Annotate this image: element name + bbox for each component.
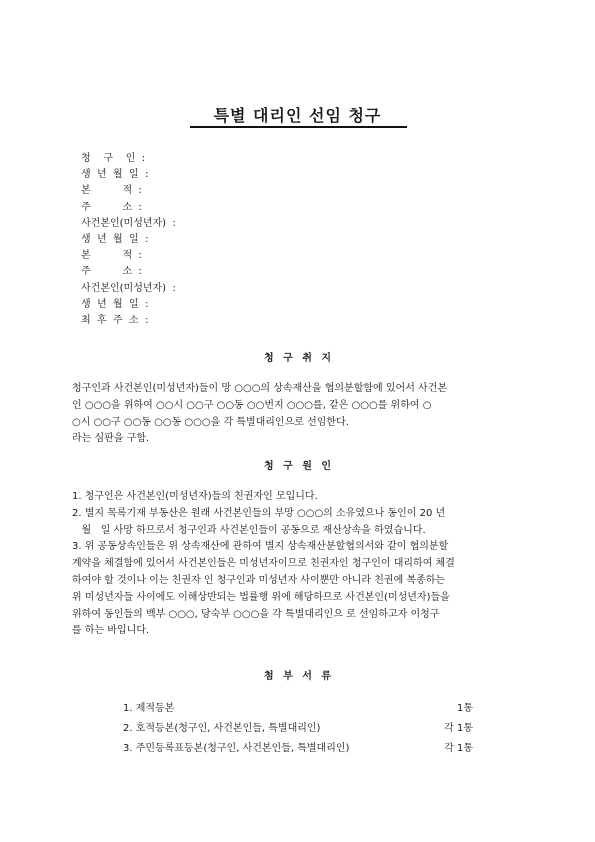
cause-line: 하여야 할 것이나 이는 친권자 인 청구인과 미성년자 사이뿐만 아니라 친권에 복종하는 — [72, 574, 446, 586]
party-row-address: 주 소 : — [81, 201, 142, 213]
attachment-count: 각 1통 — [444, 743, 473, 754]
purpose-line: 청구인과 사건본인(미성년자)들이 망 ○○○의 상속재산을 협의분할함에 있어서 사건본 — [72, 383, 448, 394]
attachment-count: 각 1통 — [444, 723, 473, 734]
attachment-count: 1통 — [456, 703, 473, 714]
attachments-heading: 첨 부 서 류 — [263, 671, 332, 682]
cause-line: 월 일 사망 하므로서 청구인과 사건본인들이 공동으로 재산상속을 하였습니다. — [72, 524, 426, 536]
attachments-list — [123, 699, 473, 759]
attachment-label: 3. 주민등록표등본(청구인, 사건본인들, 특별대리인) — [123, 743, 350, 754]
party-row-domicile: 본 적 : — [81, 185, 142, 197]
party-row-claimant: 청 구 인 : — [81, 153, 146, 164]
cause-line: 를 하는 바입니다. — [72, 625, 150, 637]
purpose-line: 라는 심판을 구함. — [72, 433, 150, 445]
document-title: 특별 대리인 선임 청구 — [213, 106, 382, 125]
attachment-item — [123, 739, 473, 759]
cause-paragraph — [72, 489, 524, 640]
party-row-birthdate: 생 년 월 일 : — [81, 233, 149, 245]
purpose-heading: 청 구 취 지 — [263, 353, 332, 364]
party-row-subject-2: 사건본인(미성년자) : — [81, 282, 176, 294]
title-underline — [190, 126, 407, 128]
attachment-item — [123, 719, 473, 739]
party-row-address: 주 소 : — [81, 266, 142, 278]
attachment-label: 1. 제적등본 — [123, 703, 175, 714]
party-row-birthdate: 생 년 월 일 : — [81, 169, 149, 181]
purpose-paragraph — [72, 381, 524, 448]
cause-line: 위하여 동인들의 백부 ○○○, 당숙부 ○○○을 각 특별대리인으 로 선임하고자 이청구 — [72, 608, 440, 620]
party-row-last-address: 최 후 주 소 : — [81, 314, 149, 326]
party-info-block — [81, 151, 176, 329]
attachment-item — [123, 699, 473, 719]
party-row-subject-1: 사건본인(미성년자) : — [81, 217, 176, 229]
purpose-line: ○시 ○○구 ○○동 ○○동 ○○○을 각 특별대리인으로 선임한다. — [72, 416, 349, 428]
cause-line: 1. 청구인은 사건본인(미성년자)들의 친권자인 모입니다. — [72, 491, 318, 502]
cause-line: 2. 별지 목록기재 부동산은 원래 사건본인들의 부망 ○○○의 소유였으나 동인이 20 년 — [72, 507, 446, 519]
cause-heading: 청 구 원 인 — [263, 461, 332, 472]
cause-line: 3. 위 공동상속인들은 위 상속재산에 관하여 별지 상속재산분할협의서와 같이 협의분할 — [72, 541, 449, 553]
party-row-birthdate: 생 년 월 일 : — [81, 298, 149, 310]
attachment-label: 2. 호적등본(청구인, 사건본인들, 특별대리인) — [123, 723, 321, 734]
party-row-domicile: 본 적 : — [81, 250, 142, 262]
purpose-line: 인 ○○○을 위하여 ○○시 ○○구 ○○동 ○○번지 ○○○를, 같은 ○○○를 위하여 ○ — [72, 399, 432, 411]
cause-line: 위 미성년자들 사이에도 이해상반되는 법률행 위에 해당하므로 사건본인(미성년자)들을 — [72, 591, 450, 603]
cause-line: 계약을 체결함에 있어서 사건본인들은 미성년자이므로 친권자인 청구인이 대리하여 체결 — [72, 558, 455, 570]
